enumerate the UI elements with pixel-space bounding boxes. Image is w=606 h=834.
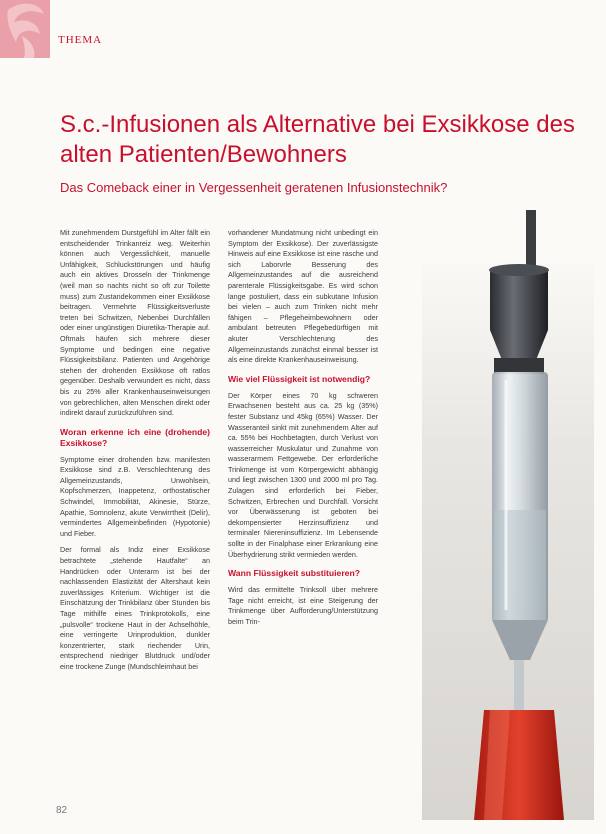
paragraph: Wird das ermittelte Trinksoll über mehrere Tage nicht erreicht, ist eine Steigerung der Trinkmenge über Aufforderung/Unterstützung beim Trin-	[228, 585, 378, 626]
paragraph: Mit zunehmendem Durstgefühl im Alter fällt ein entscheidender Trinkanreiz weg. Weiterhin können auch Vergesslichkeit, manuelle Unfähigkeit, Schluckstörungen und häufig auch ein aktives Drosseln der Trinkmenge (weil man so nachts nicht so oft zur Toilette muss) zum Zustandekommen einer Exsikkose beitragen. Vermehrte Flüssigkeitsverluste treten bei Schwitzen, Nebenbei Durchfällen oder einer ungünstigen Diuretika-Therapie auf. Oftmals häufen sich mehrere dieser Symptome und bedingen eine negative Flüssigkeitsbilanz. Patienten und Angehörige stehen der drohenden Exsikkose oft ratlos gegenüber. Deshalb verwundert es nicht, dass bis zu 25% aller Krankenhauseinweisungen von gebrechlichen, alten Menschen direkt oder indirekt darauf zurückzuführen sind.	[60, 228, 210, 418]
section-heading: Wie viel Flüssigkeit ist notwendig?	[228, 373, 371, 384]
paragraph: vorhandener Mundatmung nicht unbedingt ein Symptom der Exsikkose). Der zuverlässigste Hinweis auf eine Exsikkose ist eine rasche und sich Laborvrle Besserung des Allgemeinzustandes auf die ausreichend parenterale Flüssigkeitsgabe. Es wird schon lange postuliert, dass ein subkutane Infusion bei vielen – auch zum Trinken nicht mehr fähigen – Pflegeheimbewohnern oder ambulant betreuten Pflegebedürftigen mit akuter Verschlechterung des Allgemeinzustands zunächst einmal besser ist als eine direkte Krankenhauseinweisung.	[228, 228, 378, 365]
section-heading: Woran erkenne ich eine (drohende) Exsikkose?	[60, 426, 210, 448]
paragraph: Symptome einer drohenden bzw. manifesten Exsikkose sind z.B. Verschlechterung des Allgemeinzustands, Unwohlsein, Kopfschmerzen, Inappetenz, orthostatischer Schwindel, Immobilität, Akinesie, Stürze, Apathie, Somnolenz, akute Verwirrtheit (Delir), vermindertes Allgemeinbefinden (Hypotonie) und Fieber.	[60, 454, 210, 538]
paragraph: Der formal als Indiz einer Exsikkose betrachtete „stehende Hautfalte“ an Handrücken oder Unterarm ist bei der nachlassenden Elastizität der Altershaut kein zuverlässiges Kriterium. Wichtiger ist die Einschätzung der Trinkbilanz über Stunden bis Tage mithilfe eines Trinkprotokolls, eine „pulsvolle“ trockene Haut in der Achselhöhle, eine verringerte Urinproduktion, dunkler konzentrierter, stark riechender Urin, entsprechend niedriger Blutdruck und/oder eine trockene Zunge (Mundschleimhaut bei	[60, 545, 210, 671]
article-subtitle: Das Comeback einer in Vergessenheit geratenen Infusionstechnik?	[60, 180, 448, 195]
section-logo-icon	[0, 0, 50, 58]
section-heading: Wann Flüssigkeit substituieren?	[228, 568, 360, 579]
paragraph: Der Körper eines 70 kg schweren Erwachsenen besteht aus ca. 25 kg (35%) fester Substanz und 45kg (65%) Wasser. Der Wasseranteil sinkt mit zunehmendem Alter auf ca. 55% bei Hochbetagten, durch Verlust von wasserreicher Muskulatur und Zunahme von wasserarmem Fettgewebe. Der erforderliche Trinkmenge ist vom Körpergewicht abhängig und liegt zwischen 1300 und 2000 ml pro Tag. Zulagen sind erforderlich bei Fieber, Schwitzen, Erbrechen und Durchfall. Vorsicht vor Überwässerung ist geboten bei dekompensierter Herzinsuffizienz und terminaler Niereninsuffizienz. Im Lebensende sollte in der Finalphase einer Erkrankung eine Überhydrierung strikt vermieden werden.	[228, 390, 378, 559]
text-column-2	[228, 228, 378, 634]
section-label: THEMA	[58, 34, 103, 46]
page-number: 82	[56, 805, 68, 816]
infusion-drip-chamber-photo	[398, 210, 594, 820]
article-title: S.c.-Infusionen als Alternative bei Exsikkose des alten Patienten/Bewohners	[60, 111, 575, 168]
text-column-1	[60, 228, 210, 679]
